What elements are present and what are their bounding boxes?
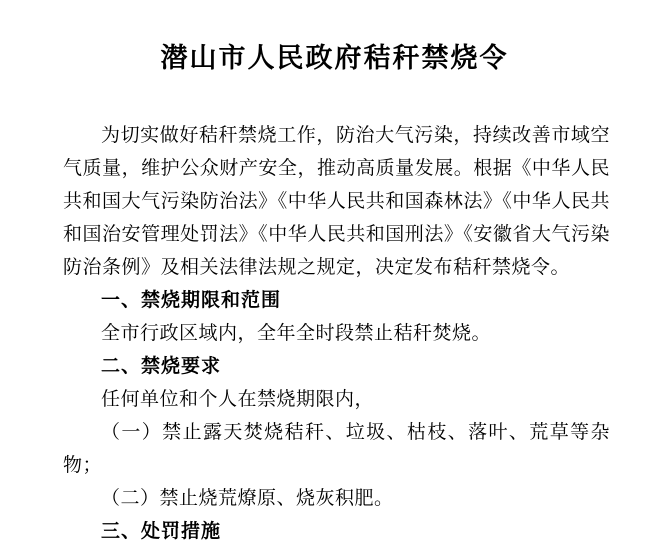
document-title: 潜山市人民政府秸秆禁烧令 (160, 43, 509, 73)
paragraph-rule-1: （一）禁止露天焚烧秸秆、垃圾、枯枝、落叶、荒草等杂物； (63, 422, 610, 476)
paragraph-rule-2: （二）禁止烧荒燎原、烧灰积肥。 (101, 488, 394, 509)
paragraph-requirements-intro: 任何单位和个人在禁烧期限内， (101, 389, 375, 410)
paragraph-ban-scope: 全市行政区域内，全年全时段禁止秸秆焚烧。 (101, 323, 492, 344)
paragraph-intro: 为切实做好秸秆禁烧工作，防治大气污染，持续改善市域空气质量，维护公众财产安全，推动高质量发展。根据《中华人民共和国大气污染防治法》《中华人民共和国森林法》《中华人民共和国治安管理处罚法》《中华人民共和国刑法》《安徽省大气污染防治条例》及相关法律法规之规定，决定发布秸秆禁烧令。 (63, 125, 610, 278)
document-body (63, 119, 610, 548)
heading-section-2-ban-requirements: 二、禁烧要求 (101, 356, 222, 377)
document-page (0, 38, 669, 560)
heading-section-1-ban-period-and-scope: 一、禁烧期限和范围 (101, 290, 282, 311)
heading-section-3-penalty-measures: 三、处罚措施 (101, 521, 222, 542)
